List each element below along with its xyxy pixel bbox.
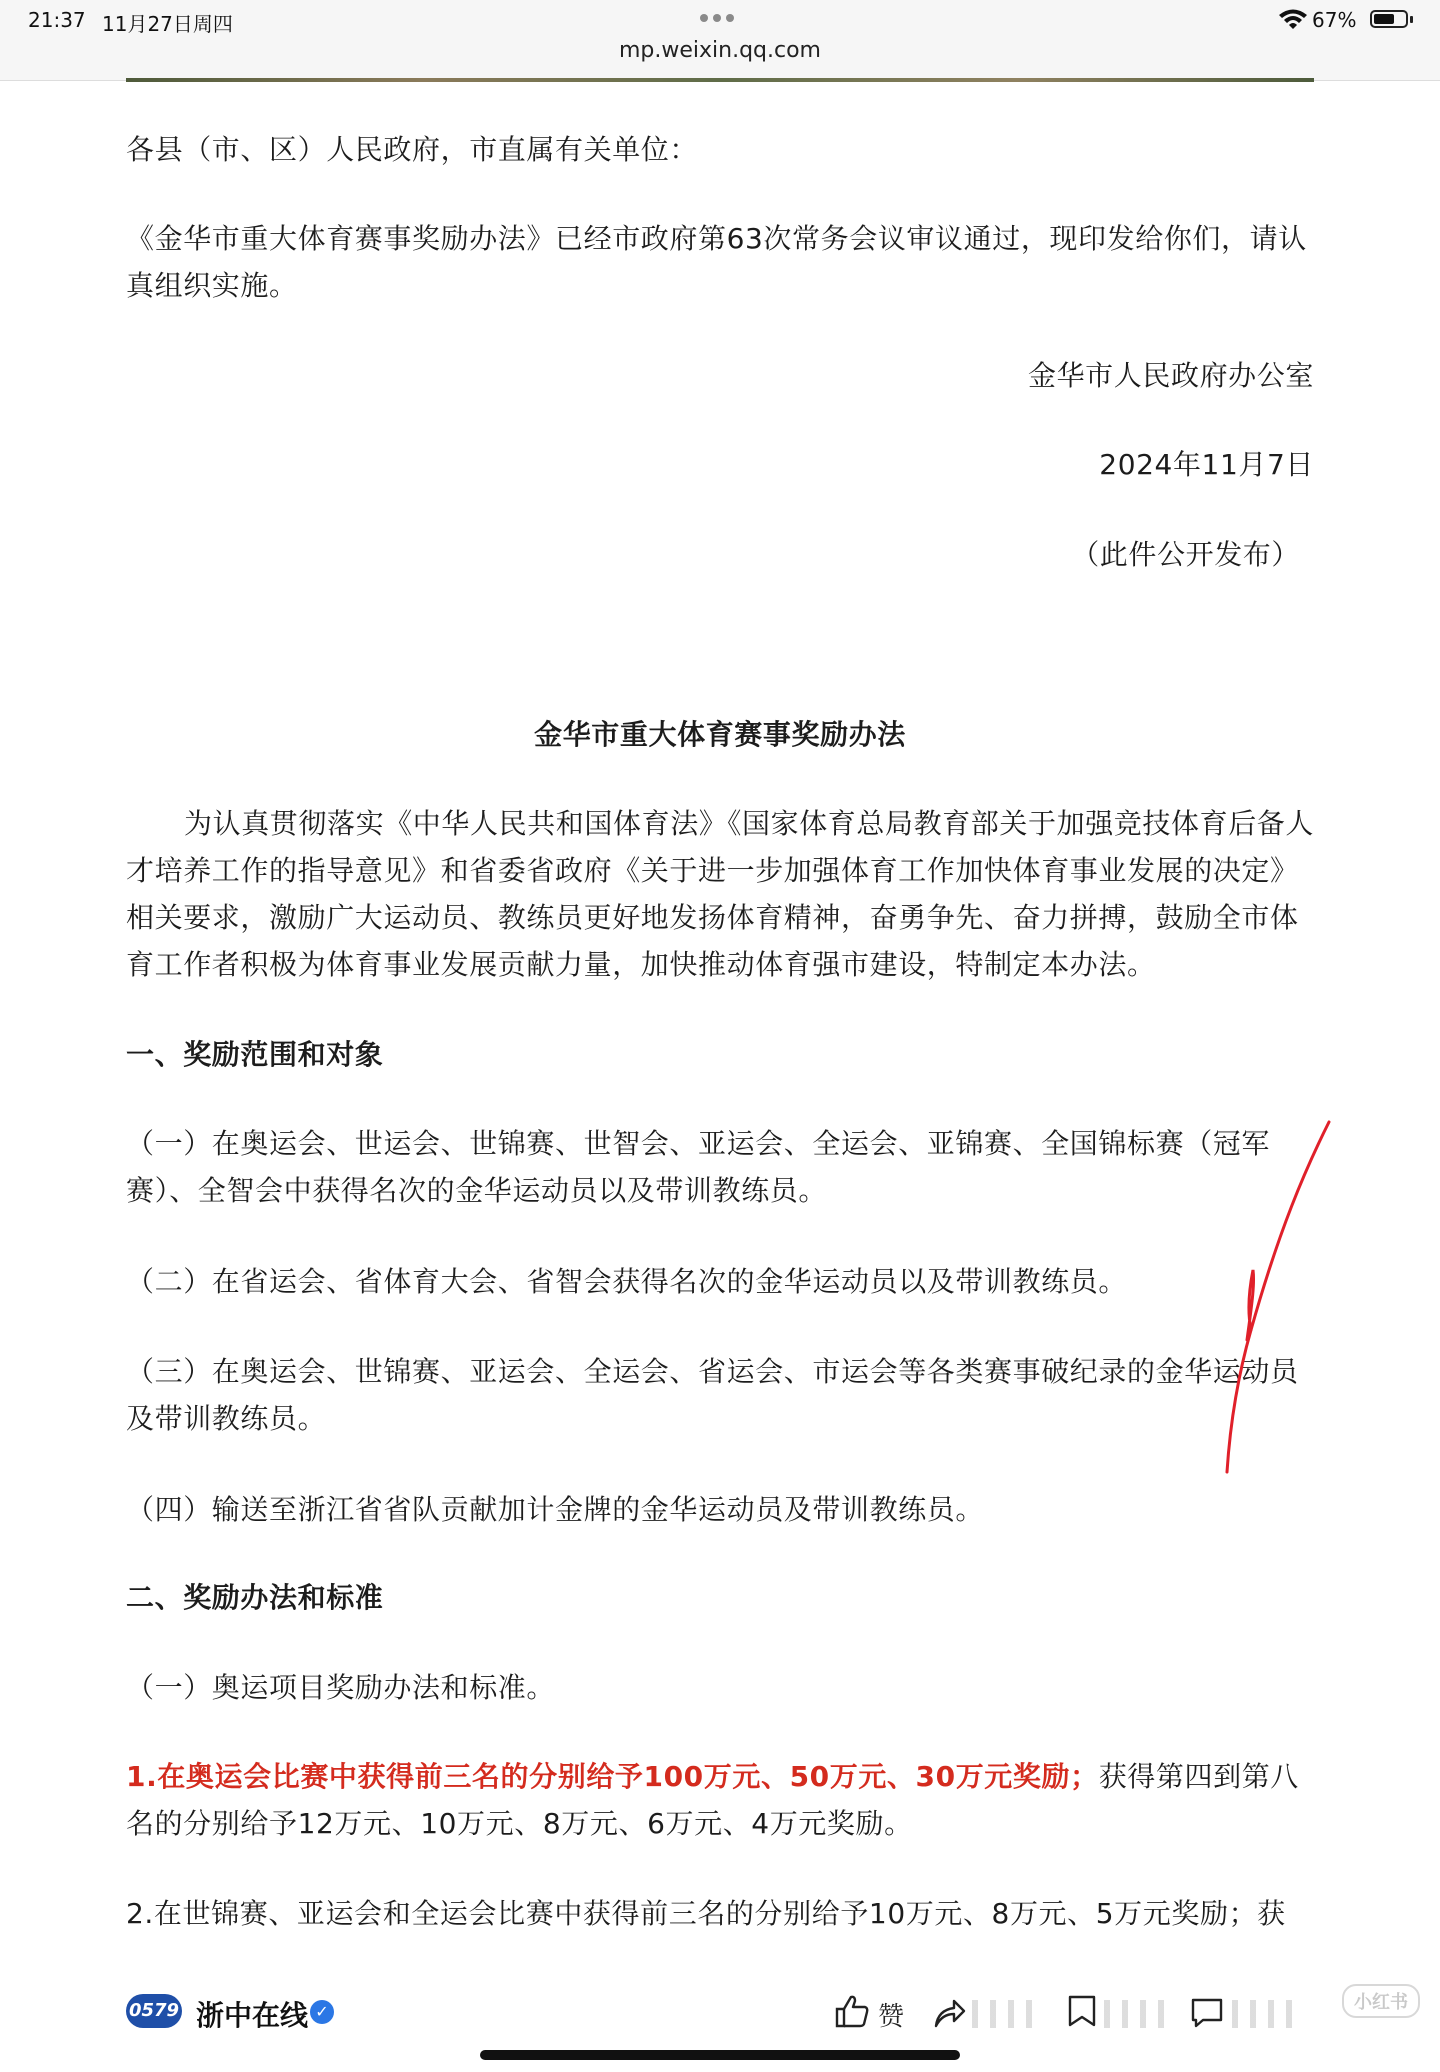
wifi-icon [1278, 9, 1308, 31]
section2-sub1: （一）奥运项目奖励办法和标准。 [126, 1671, 556, 1704]
share-icon[interactable] [932, 1996, 966, 2028]
section1-item-3: （三）在奥运会、世锦赛、亚运会、全运会、省运会、市运会等各类赛事破纪录的金华运动员及带训教练员。 [126, 1355, 1299, 1435]
favorite-count-obscured [1104, 2000, 1174, 2028]
favorite-icon[interactable] [1066, 1994, 1098, 2028]
battery-icon [1370, 10, 1408, 28]
battery-cap [1410, 16, 1413, 23]
comment-icon[interactable] [1190, 1996, 1224, 2028]
item1-rest: 获得第四到第八名的分别给予12万元、10万元、8万元、6万元、4万元奖励。 [126, 1760, 1299, 1840]
battery-level-fill [1374, 14, 1394, 24]
section1-item-2: （二）在省运会、省体育大会、省智会获得名次的金华运动员以及带训教练员。 [126, 1265, 1128, 1298]
more-dots-icon[interactable] [700, 14, 734, 22]
section1-item-4: （四）输送至浙江省省队贡献加计金牌的金华运动员及带训教练员。 [126, 1493, 985, 1526]
notice-publish-note: （此件公开发布） [1071, 538, 1300, 571]
article-banner-edge [126, 78, 1314, 82]
notice-issuer: 金华市人民政府办公室 [1027, 359, 1314, 392]
comment-count-obscured [1232, 2000, 1302, 2028]
item1-highlight: 1.在奥运会比赛中获得前三名的分别给予100万元、50万元、30万元奖励； [126, 1760, 1099, 1793]
section2-item-1 [126, 1753, 1314, 1847]
status-date: 11月27日周四 [102, 12, 233, 36]
thumbs-up-icon[interactable] [834, 1994, 870, 2028]
section1-heading: 一、奖励范围和对象 [126, 1038, 384, 1071]
verified-icon: ✓ [310, 2000, 334, 2024]
share-count-obscured [972, 2000, 1036, 2028]
section2-heading: 二、奖励办法和标准 [126, 1581, 384, 1614]
source-logo-badge[interactable]: 0579 [126, 1994, 182, 2028]
notice-recipients: 各县（市、区）人民政府，市直属有关单位： [126, 133, 699, 166]
document-preamble: 为认真贯彻落实《中华人民共和国体育法》《国家体育总局教育部关于加强竞技体育后备人才培养工作的指导意见》和省委省政府《关于进一步加强体育工作加快体育事业发展的决定》相关要求，激励广大运动员、教练员更好地发扬体育精神，奋勇争先、奋力拼搏，鼓励全市体育工作者积极为体育事业发展贡献力量，加快推动体育强市建设，特制定本办法。 [126, 807, 1315, 981]
source-account-name[interactable]: 浙中在线 [196, 1999, 309, 2032]
article-bottom-bar [0, 1960, 1440, 2072]
xiaohongshu-watermark: 小红书 [1342, 1984, 1420, 2018]
battery-percent: 67% [1312, 8, 1357, 32]
document-title: 金华市重大体育赛事奖励办法 [534, 718, 906, 751]
section2-item-2: 2.在世锦赛、亚运会和全运会比赛中获得前三名的分别给予10万元、8万元、5万元奖励；获 [126, 1897, 1286, 1930]
notice-date: 2024年11月7日 [1099, 448, 1314, 481]
handwritten-check-mark [1195, 1110, 1345, 1480]
section1-item-1: （一）在奥运会、世运会、世锦赛、世智会、亚运会、全运会、亚锦赛、全国锦标赛（冠军赛）、全智会中获得名次的金华运动员以及带训教练员。 [126, 1127, 1271, 1207]
home-indicator[interactable] [480, 2050, 960, 2060]
like-label[interactable]: 赞 [878, 2002, 905, 2032]
address-bar-url[interactable]: mp.weixin.qq.com [618, 38, 821, 63]
browser-top-bar [0, 0, 1440, 81]
status-time: 21:37 [28, 8, 86, 32]
notice-body: 《金华市重大体育赛事奖励办法》已经市政府第63次常务会议审议通过，现印发给你们，请认真组织实施。 [126, 222, 1307, 302]
